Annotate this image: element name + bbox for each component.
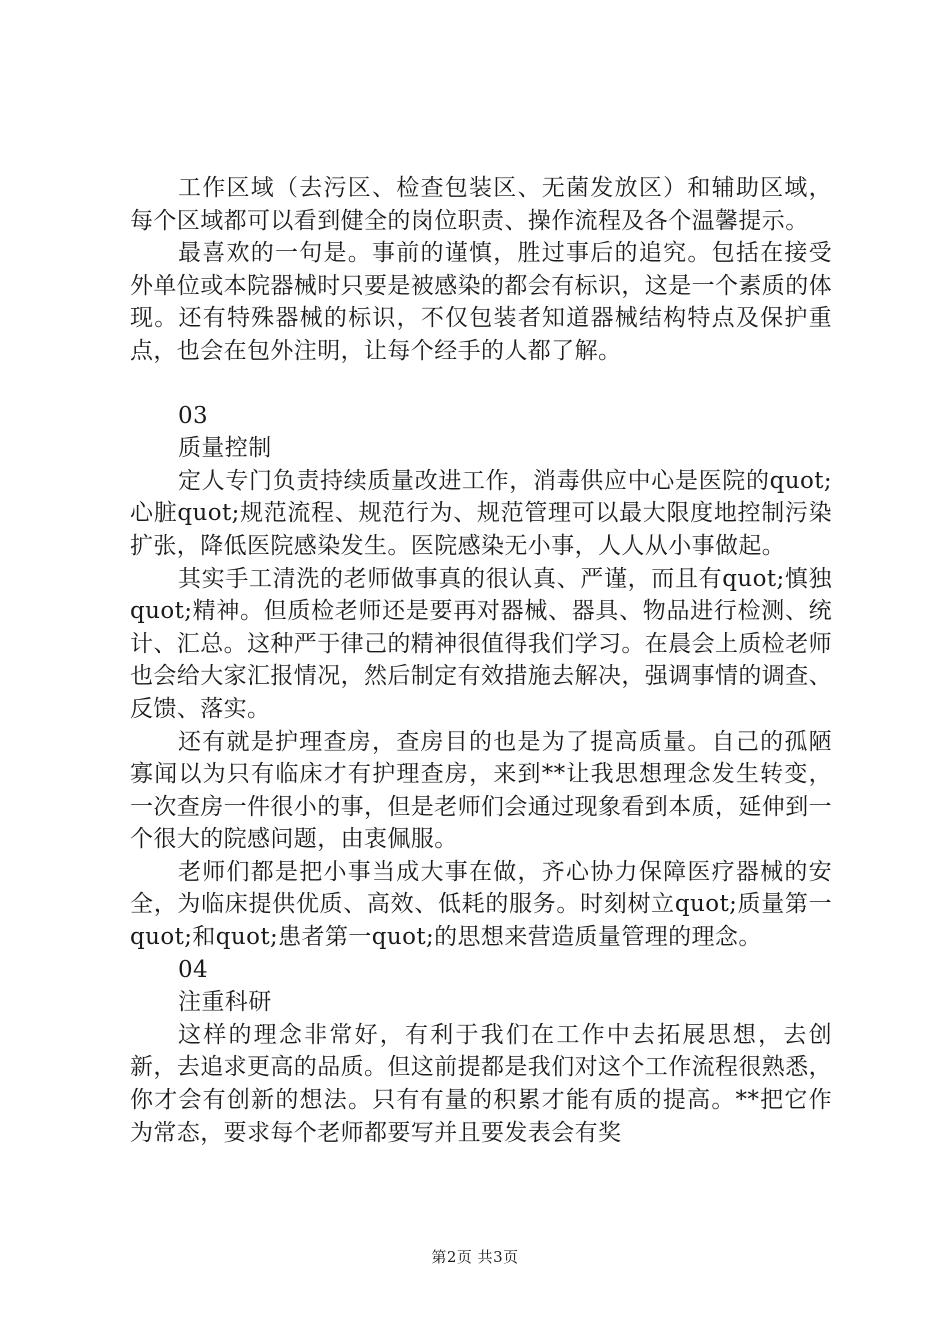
section-number: 03 [178, 402, 209, 429]
paragraph: 定人专门负责持续质量改进工作，消毒供应中心是医院的quot;心脏quot;规范流程、规范行为、规范管理可以最大限度地控制污染扩张，降低医院感染发生。医院感染无小事，人人从小事做起。 [130, 467, 832, 559]
paragraph: 这样的理念非常好，有利于我们在工作中去拓展思想，去创新，去追求更高的品质。但这前提都是我们对这个工作流程很熟悉，你才会有创新的想法。只有有量的积累才能有质的提高。**把它作为常态，要求每个老师都要写并且要发表会有奖 [130, 1021, 832, 1146]
paragraph: 最喜欢的一句是。事前的谨慎，胜过事后的追究。包括在接受外单位或本院器械时只要是被感染的都会有标识，这是一个素质的体现。还有特殊器械的标识，不仅包装者知道器械结构特点及保护重点，也会在包外注明，让每个经手的人都了解。 [130, 240, 832, 364]
section-title: 注重科研 [178, 989, 272, 1016]
paragraph: 还有就是护理查房，查房目的也是为了提高质量。自己的孤陋寡闻以为只有临床才有护理查房，来到**让我思想理念发生转变，一次查房一件很小的事，但是老师们会通过现象看到本质，延伸到一个很大的院感问题，由衷佩服。 [130, 728, 832, 853]
paragraph: 工作区域（去污区、检查包装区、无菌发放区）和辅助区域，每个区域都可以看到健全的岗位职责、操作流程及各个温馨提示。 [130, 175, 832, 234]
section-number: 04 [178, 956, 209, 983]
paragraph: 其实手工清洗的老师做事真的很认真、严谨，而且有quot;慎独quot;精神。但质检老师还是要再对器械、器具、物品进行检测、统计、汇总。这种严于律己的精神很值得我们学习。在晨会上质检老师也会给大家汇报情况，然后制定有效措施去解决，强调事情的调查、反馈、落实。 [130, 565, 832, 722]
page-number-footer: 第2页 共3页 [431, 1248, 519, 1266]
spacer [130, 368, 832, 400]
paragraph: 老师们都是把小事当成大事在做，齐心协力保障医疗器械的安全，为临床提供优质、高效、低耗的服务。时刻树立quot;质量第一quot;和quot;患者第一quot;的思想来营造质量管理的理念。 [130, 858, 832, 951]
section-title: 质量控制 [178, 435, 272, 462]
document-body [130, 172, 832, 1149]
